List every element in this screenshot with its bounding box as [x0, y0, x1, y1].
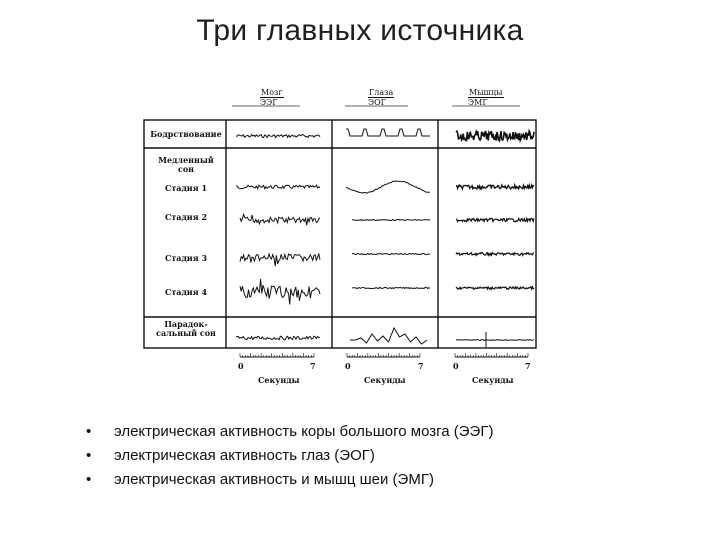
- column-header-eog: [368, 88, 394, 107]
- eeg-trace-stage-4: [240, 279, 320, 305]
- column-header-emg-bottom: ЭМГ: [468, 98, 488, 107]
- bullet-item-eog: [86, 444, 706, 468]
- eeg-trace-stage-3: [240, 254, 320, 266]
- eog-trace-stage-1: [346, 181, 430, 193]
- bullet-symbol: •: [86, 447, 92, 464]
- column-header-eog-top: Глаза: [369, 88, 394, 97]
- eeg-trace-wake: [236, 135, 320, 138]
- row-label-stage-1: Стадия 1: [164, 183, 208, 193]
- row-label-stage-2: Стадия 2: [164, 212, 208, 222]
- column-header-eog-bottom: ЭОГ: [368, 98, 386, 107]
- bullet-text-emg: электрическая активность и мышц шеи (ЭМГ): [114, 471, 434, 488]
- column-header-emg-top: Мышцы: [469, 88, 503, 97]
- axis-label-eog: Секунды: [364, 375, 406, 385]
- eog-trace-wake: [346, 129, 430, 136]
- eeg-trace-stage-2: [240, 214, 320, 225]
- sleep-stages-diagram: [140, 70, 550, 400]
- bullet-symbol: •: [86, 423, 92, 440]
- emg-trace-stage-1: [456, 185, 534, 189]
- bullet-item-eeg: [86, 420, 706, 444]
- column-header-emg: [468, 88, 504, 107]
- bullet-text-eeg: электрическая активность коры большого мозга (ЭЭГ): [114, 423, 494, 440]
- axis-tick-start-eeg: 0: [238, 361, 244, 371]
- row-label-slow-sleep: Медленный сон: [158, 155, 214, 174]
- emg-trace-paradoxical: [456, 340, 534, 341]
- axis-tick-end-eeg: 7: [310, 361, 316, 371]
- bullet-item-emg: [86, 468, 706, 492]
- axis-tick-start-emg: 0: [453, 361, 459, 371]
- eog-trace-stage-2: [352, 219, 430, 220]
- bullet-list: [86, 420, 706, 492]
- axis-label-eeg: Секунды: [258, 375, 300, 385]
- eog-trace-stage-4: [352, 287, 430, 288]
- axis-tick-start-eog: 0: [345, 361, 351, 371]
- row-label-paradoxical-sleep: Парадок-сальный сон: [156, 319, 216, 338]
- eog-trace-stage-3: [352, 253, 430, 254]
- emg-trace-stage-2: [456, 218, 534, 221]
- row-label-stage-4: Стадия 4: [164, 287, 208, 297]
- eeg-trace-stage-1: [236, 185, 320, 189]
- column-header-eeg: [260, 88, 284, 107]
- emg-trace-wake: [456, 131, 534, 141]
- axis-tick-end-eog: 7: [418, 361, 424, 371]
- column-header-eeg-top: Мозг: [261, 88, 283, 97]
- row-label-stage-3: Стадия 3: [164, 253, 208, 263]
- row-label-wake: Бодрствование: [150, 129, 222, 139]
- axis-label-emg: Секунды: [472, 375, 514, 385]
- sleep-stages-figure: [140, 70, 550, 400]
- emg-trace-stage-4: [456, 287, 534, 289]
- eog-trace-paradoxical: [350, 328, 427, 344]
- bullet-symbol: •: [86, 471, 92, 488]
- bullet-text-eog: электрическая активность глаз (ЭОГ): [114, 447, 375, 464]
- eeg-trace-paradoxical: [236, 336, 320, 340]
- emg-trace-stage-3: [456, 253, 534, 256]
- column-header-eeg-bottom: ЭЭГ: [260, 98, 278, 107]
- axis-tick-end-emg: 7: [525, 361, 531, 371]
- slide-title: Три главных источника: [196, 14, 524, 47]
